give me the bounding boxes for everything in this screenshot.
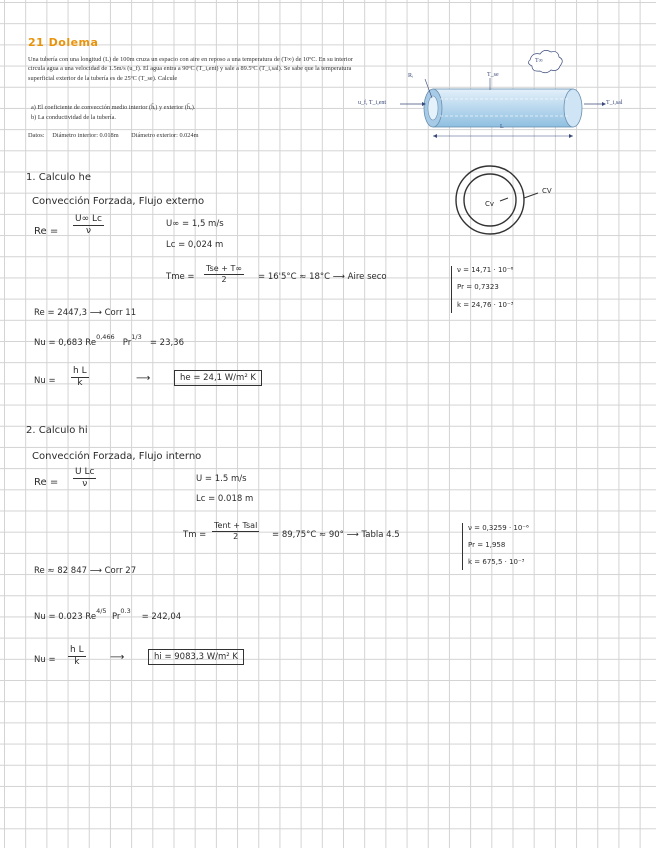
cv-inner-label: Cv — [485, 200, 495, 208]
label-tinf: T∞ — [535, 58, 543, 64]
s2-nu-def-lhs: Nu = — [34, 655, 56, 665]
label-length: L — [500, 124, 504, 130]
label-ri: Rᵢ — [408, 73, 413, 79]
s1-u-inf: U∞ = 1,5 m/s — [166, 219, 224, 229]
pipe-body — [433, 89, 573, 127]
s1-prop-k: k = 24,76 · 10⁻³ — [457, 301, 514, 309]
s2-arrow: ⟶ — [110, 652, 125, 663]
s2-props-bar — [462, 523, 463, 570]
section2-heading: 2. Calculo hi — [26, 425, 88, 436]
s2-tm-lhs: Tm = — [183, 530, 207, 540]
s2-result-box: hi = 9083,3 W/m² K — [148, 649, 244, 665]
section2-subheading: Convección Forzada, Flujo interno — [32, 451, 202, 462]
s1-re-lhs: Re = — [34, 226, 59, 237]
cv-diagram — [450, 160, 560, 245]
s1-re-fraction: $\frac{U\infty Lc}{\nu}$ — [75, 214, 102, 236]
s2-nu-def-fraction: $\frac{\text{h L}}{k}$ — [70, 645, 84, 667]
s2-tm-fraction: Tent + Tsal 2 — [214, 521, 258, 541]
s1-result-box: he = 24,1 W/m² K — [174, 370, 262, 386]
s2-prop-pr: Pr = 1,958 — [468, 541, 506, 549]
s2-u: U = 1.5 m/s — [196, 474, 247, 484]
s1-props-bar — [451, 266, 452, 313]
air-cloud-icon — [528, 50, 562, 72]
s2-re-lhs: Re = — [34, 477, 59, 488]
label-outlet: T_i,sal — [606, 100, 623, 106]
s2-prop-k: k = 675,5 · 10⁻³ — [468, 558, 525, 566]
s1-lc: Lc = 0,024 m — [166, 240, 224, 250]
problem-statement: Una tubería con una longitud (L) de 100m cruza un espacio con aire en reposo a una temperatura de (T∞) de 10ºC. En su interior circula agua a una velocidad de 1.5m/s (u_f). El agua entra a 90ºC (T_i,ent) y sale a 89.5ºC (T_i,sal). Se sabe que la temperatura superficial exterior de la tubería es de 25ºC (T_se). Calcule — [28, 56, 353, 82]
s2-prop-nu: ν = 0,3259 · 10⁻⁶ — [468, 524, 529, 532]
cv-outer-label: CV — [542, 187, 552, 195]
s2-tm-result: = 89,75°C ≈ 90° ⟶ Tabla 4.5 — [272, 530, 400, 540]
pipe-diagram — [380, 48, 630, 148]
problem-item-b: b) La conductividad de la tubería. — [31, 114, 116, 121]
s2-re-fraction: $\frac{\text{U Lc}}{\nu}$ — [75, 467, 95, 489]
problem-item-a: a) El coeficiente de convección medio interior (h̄ᵢ) y exterior (h̄ₑ). — [31, 104, 196, 111]
s1-tme-fraction: Tse + T∞ 2 — [206, 264, 242, 284]
s1-nu-def-fraction: $\frac{\text{h L}}{k}$ — [73, 366, 87, 388]
s1-prop-pr: Pr = 0,7323 — [457, 283, 499, 291]
s2-lc: Lc = 0.018 m — [196, 494, 254, 504]
s1-tme-result: = 16'5°C ≈ 18°C ⟶ Aire seco — [258, 272, 387, 282]
problem-data: Datos: Diámetro interior: 0.018m Diámetro exterior: 0.024m — [28, 132, 199, 139]
s1-tme-lhs: Tme = — [166, 272, 195, 282]
s1-prop-nu: ν = 14,71 · 10⁻⁶ — [457, 266, 514, 274]
label-tse: T_se — [487, 72, 499, 78]
label-inlet: u_f, T_i,ent — [358, 100, 387, 106]
s1-re-value: Re = 2447,3 ⟶ Corr 11 — [34, 308, 137, 318]
section1-subheading: Convección Forzada, Flujo externo — [32, 196, 205, 207]
s2-re-value: Re ≈ 82 847 ⟶ Corr 27 — [34, 566, 137, 576]
s1-nu-def-lhs: Nu = — [34, 376, 56, 386]
s1-arrow: ⟶ — [136, 373, 151, 384]
s1-nu-correlation: Nu = 0,683 Re$^{0,466}$ $Pr^{1/3} = 23,36$ — [34, 333, 185, 348]
pipe-outlet — [564, 89, 582, 127]
s2-nu-correlation: Nu = 0.023 $Re^{4/5}$ $Pr^{0.3}$ = 242,04 — [34, 607, 182, 622]
problem-title: 21 Dolema — [28, 36, 99, 49]
section1-heading: 1. Calculo he — [26, 172, 92, 183]
